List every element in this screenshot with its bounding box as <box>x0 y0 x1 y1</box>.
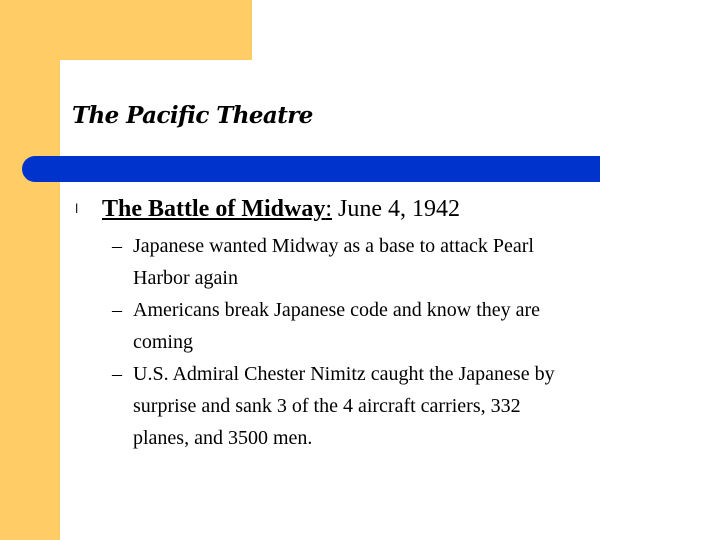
sub-bullet-line: planes, and 3500 men. <box>133 427 313 449</box>
sub-bullet-list <box>112 230 652 454</box>
sub-bullet-line: Japanese wanted Midway as a base to attack Pearl <box>133 235 534 257</box>
sub-bullet-line: coming <box>133 331 193 353</box>
dash-marker: – <box>112 299 122 321</box>
dash-marker: – <box>112 235 122 257</box>
title-underline-bar <box>22 156 600 182</box>
bullet-heading: The Battle of Midway <box>102 196 326 222</box>
main-bullet <box>102 194 460 224</box>
slide-title: The Pacific Theatre <box>72 102 313 129</box>
accent-left-band <box>0 0 60 540</box>
bullet-marker: l <box>75 202 79 216</box>
dash-marker: – <box>112 363 122 385</box>
bullet-date: June 4, 1942 <box>331 196 460 222</box>
sub-bullet-line: Americans break Japanese code and know they are <box>133 299 541 321</box>
sub-bullet-item <box>112 294 652 358</box>
sub-bullet-item <box>112 230 652 294</box>
sub-bullet-line: Harbor again <box>133 267 238 289</box>
sub-bullet-line: surprise and sank 3 of the 4 aircraft carriers, 332 <box>133 395 521 417</box>
accent-top-band <box>0 0 252 60</box>
sub-bullet-line: U.S. Admiral Chester Nimitz caught the Japanese by <box>133 363 555 385</box>
sub-bullet-item <box>112 358 652 454</box>
bullet-colon: : <box>325 196 332 222</box>
